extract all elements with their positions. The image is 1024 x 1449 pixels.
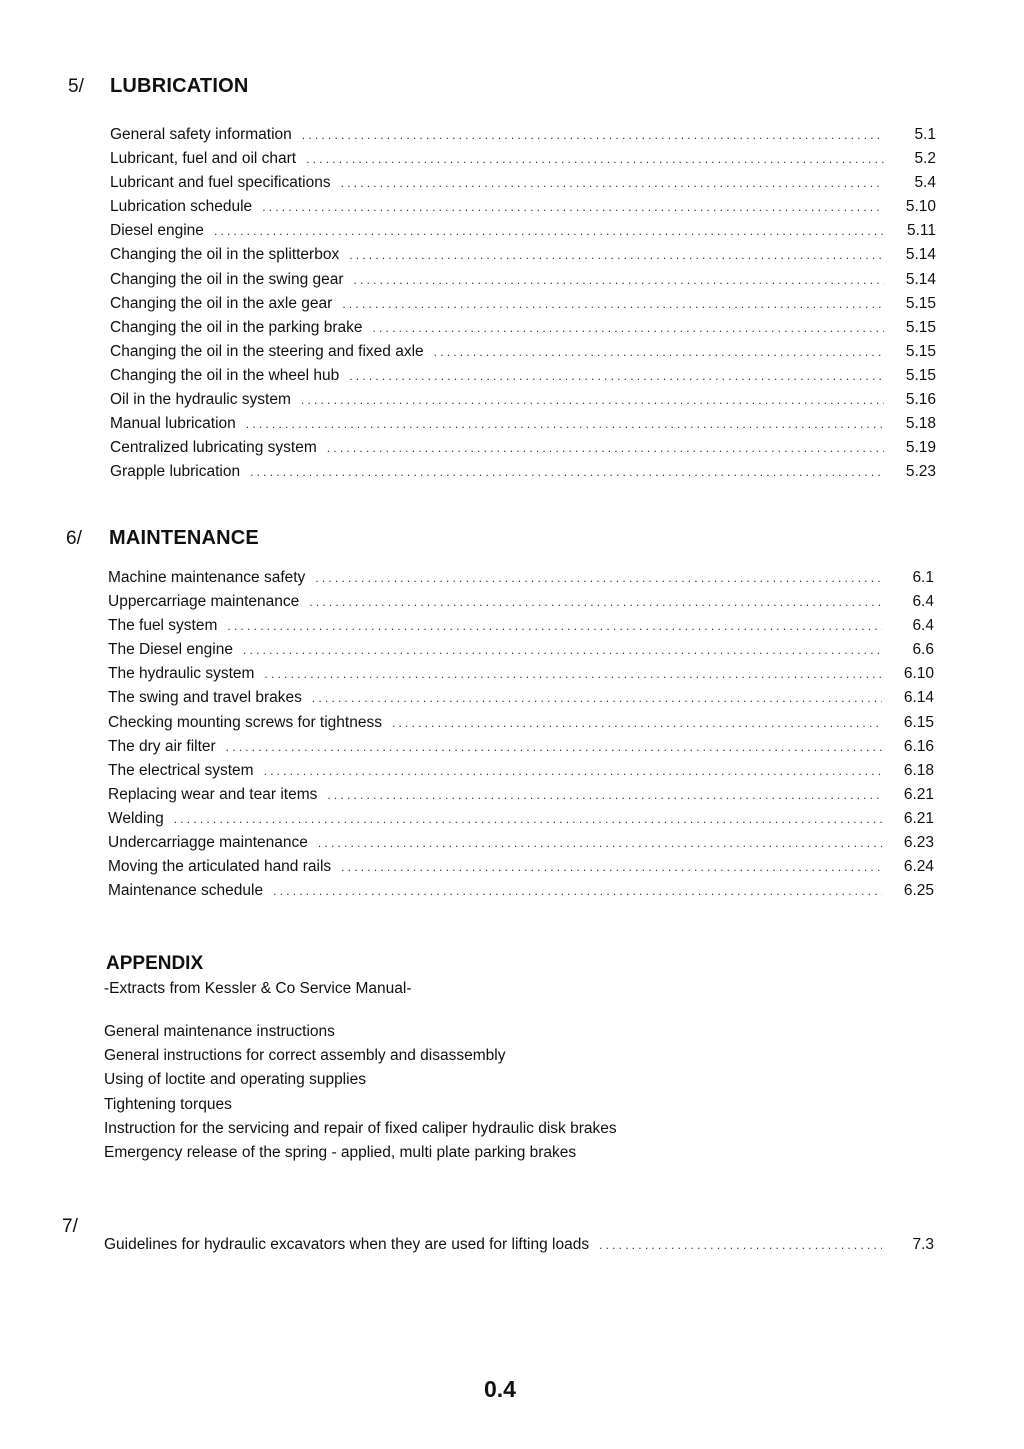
toc-entry-page: 5.15 <box>905 366 936 384</box>
toc-entry <box>108 882 934 906</box>
toc-entry-label: Undercarriagge maintenance <box>108 834 308 852</box>
toc-entry-page: 6.23 <box>903 834 934 852</box>
toc-entry-page: 5.15 <box>905 342 936 360</box>
dot-leader <box>327 441 884 455</box>
toc-entry-page: 5.11 <box>906 222 936 240</box>
toc-entry <box>110 150 936 174</box>
toc-entry-label: Maintenance schedule <box>108 882 264 900</box>
toc-entry-page: 5.16 <box>905 391 936 409</box>
toc-entry-label: The hydraulic system <box>108 665 255 683</box>
dot-leader <box>318 836 882 850</box>
toc-entry <box>108 810 934 834</box>
appendix-item: Using of loctite and operating supplies <box>104 1071 366 1089</box>
toc-entry-page: 6.21 <box>903 785 934 803</box>
toc-entry-page: 6.4 <box>912 593 934 611</box>
dot-leader <box>226 740 882 754</box>
toc-entry-page: 6.15 <box>903 713 934 731</box>
appendix-subtitle: -Extracts from Kessler & Co Service Manual- <box>104 980 412 997</box>
toc-entry <box>108 858 934 882</box>
toc-entry-page: 7.3 <box>912 1236 934 1253</box>
toc-entry-page: 6.10 <box>903 665 934 683</box>
toc-entry-page: 6.24 <box>903 858 934 876</box>
section-5-title: LUBRICATION <box>110 75 249 97</box>
toc-entry-label: Uppercarriage maintenance <box>108 593 300 611</box>
dot-leader <box>599 1238 882 1252</box>
toc-entry <box>108 641 934 665</box>
toc-entry <box>108 714 934 738</box>
toc-entry-label: Grapple lubrication <box>110 463 241 481</box>
toc-entry <box>108 569 934 593</box>
toc-entry <box>110 246 936 270</box>
toc-entry <box>110 415 936 439</box>
toc-entry-page: 5.15 <box>905 294 936 312</box>
appendix-list <box>104 1023 617 1168</box>
toc-entry <box>108 738 934 762</box>
toc-entry <box>108 786 934 810</box>
toc-entry <box>110 391 936 415</box>
toc-entry-label: Replacing wear and tear items <box>108 785 318 803</box>
section-6-number: 6/ <box>66 528 82 549</box>
dot-leader <box>349 369 884 383</box>
dot-leader <box>264 667 882 681</box>
toc-entry-page: 5.15 <box>905 318 936 336</box>
dot-leader <box>250 465 884 479</box>
toc-entry-page: 5.10 <box>905 198 936 216</box>
appendix-item: General instructions for correct assembly and disassembly <box>104 1047 506 1065</box>
toc-entry-label: Checking mounting screws for tightness <box>108 713 382 731</box>
dot-leader <box>354 273 884 287</box>
toc-entry-label: Changing the oil in the swing gear <box>110 270 344 288</box>
section-5-toc <box>110 126 936 487</box>
toc-entry-page: 6.25 <box>903 882 934 900</box>
toc-entry-page: 5.14 <box>905 246 936 264</box>
appendix-item: General maintenance instructions <box>104 1023 335 1040</box>
section-5-number: 5/ <box>68 76 84 97</box>
appendix-item: Emergency release of the spring - applied, multi plate parking brakes <box>104 1143 577 1161</box>
toc-entry-label: Changing the oil in the parking brake <box>110 318 363 336</box>
dot-leader <box>174 812 882 826</box>
toc-entry <box>108 665 934 689</box>
toc-entry <box>110 174 936 198</box>
section-6-title: MAINTENANCE <box>109 527 259 549</box>
toc-entry-label: Changing the oil in the axle gear <box>110 294 333 312</box>
toc-entry <box>108 593 934 617</box>
toc-entry-label: The electrical system <box>108 761 254 779</box>
dot-leader <box>214 224 884 238</box>
toc-entry <box>110 319 936 343</box>
dot-leader <box>246 417 884 431</box>
toc-entry <box>110 222 936 246</box>
toc-entry <box>110 343 936 367</box>
toc-entry-label: Diesel engine <box>110 222 204 240</box>
dot-leader <box>262 200 884 214</box>
dot-leader <box>227 619 882 633</box>
toc-entry-label: The swing and travel brakes <box>108 689 302 707</box>
toc-entry <box>108 762 934 786</box>
toc-entry-page: 6.21 <box>903 809 934 827</box>
toc-entry-label: Manual lubrication <box>110 415 236 433</box>
toc-entry-label: Changing the oil in the splitterbox <box>110 246 340 264</box>
toc-entry-label: Changing the oil in the steering and fixed axle <box>110 342 424 360</box>
dot-leader <box>306 152 884 166</box>
toc-entry-label: The Diesel engine <box>108 641 233 659</box>
toc-entry-label: Welding <box>108 809 164 827</box>
toc-entry <box>110 295 936 319</box>
toc-entry-label: Moving the articulated hand rails <box>108 858 332 876</box>
toc-entry <box>104 1236 934 1260</box>
dot-leader <box>315 571 882 585</box>
toc-entry-page: 5.1 <box>914 126 936 143</box>
section-7-number: 7/ <box>62 1216 78 1237</box>
dot-leader <box>349 248 884 262</box>
toc-entry-page: 6.4 <box>912 617 934 635</box>
dot-leader <box>327 788 882 802</box>
dot-leader <box>243 643 882 657</box>
toc-entry-page: 6.14 <box>903 689 934 707</box>
toc-entry-page: 6.1 <box>912 569 934 586</box>
toc-entry <box>110 463 936 487</box>
toc-entry-label: General safety information <box>110 126 292 143</box>
toc-entry-label: Centralized lubricating system <box>110 439 317 457</box>
toc-entry <box>108 617 934 641</box>
dot-leader <box>372 321 884 335</box>
toc-entry-label: Lubricant, fuel and oil chart <box>110 150 297 168</box>
appendix-item: Instruction for the servicing and repair of fixed caliper hydraulic disk brakes <box>104 1119 617 1137</box>
dot-leader <box>434 345 884 359</box>
toc-entry-label: Lubrication schedule <box>110 198 253 216</box>
dot-leader <box>341 176 884 190</box>
toc-entry <box>110 439 936 463</box>
toc-entry-page: 5.19 <box>905 439 936 457</box>
dot-leader <box>273 884 882 898</box>
toc-entry-page: 6.16 <box>903 737 934 755</box>
appendix-title: APPENDIX <box>106 953 204 974</box>
dot-leader <box>392 716 882 730</box>
toc-entry <box>110 367 936 391</box>
toc-entry-page: 5.2 <box>914 150 936 168</box>
dot-leader <box>301 393 884 407</box>
toc-entry-label: Lubricant and fuel specifications <box>110 174 331 192</box>
dot-leader <box>302 128 884 142</box>
toc-entry-label: Guidelines for hydraulic excavators when they are used for lifting loads <box>104 1236 590 1253</box>
toc-entry <box>108 689 934 713</box>
dot-leader <box>312 691 882 705</box>
toc-entry <box>110 271 936 295</box>
toc-entry-label: The dry air filter <box>108 737 216 755</box>
toc-entry <box>110 126 936 150</box>
toc-entry <box>108 834 934 858</box>
appendix-item: Tightening torques <box>104 1095 232 1113</box>
dot-leader <box>309 595 882 609</box>
dot-leader <box>341 860 882 874</box>
toc-entry-page: 5.18 <box>905 415 936 433</box>
section-7-toc <box>104 1236 934 1260</box>
toc-entry-label: Oil in the hydraulic system <box>110 391 291 409</box>
toc-entry-page: 5.23 <box>905 463 936 481</box>
dot-leader <box>264 764 882 778</box>
dot-leader <box>342 297 884 311</box>
toc-entry-page: 6.18 <box>903 761 934 779</box>
section-6-toc <box>108 569 934 906</box>
page-number: 0.4 <box>484 1376 516 1402</box>
toc-entry-label: The fuel system <box>108 617 218 635</box>
toc-entry <box>110 198 936 222</box>
toc-entry-label: Machine maintenance safety <box>108 569 306 586</box>
toc-entry-page: 5.14 <box>905 270 936 288</box>
toc-entry-label: Changing the oil in the wheel hub <box>110 366 340 384</box>
toc-entry-page: 5.4 <box>914 174 936 192</box>
toc-entry-page: 6.6 <box>912 641 934 659</box>
